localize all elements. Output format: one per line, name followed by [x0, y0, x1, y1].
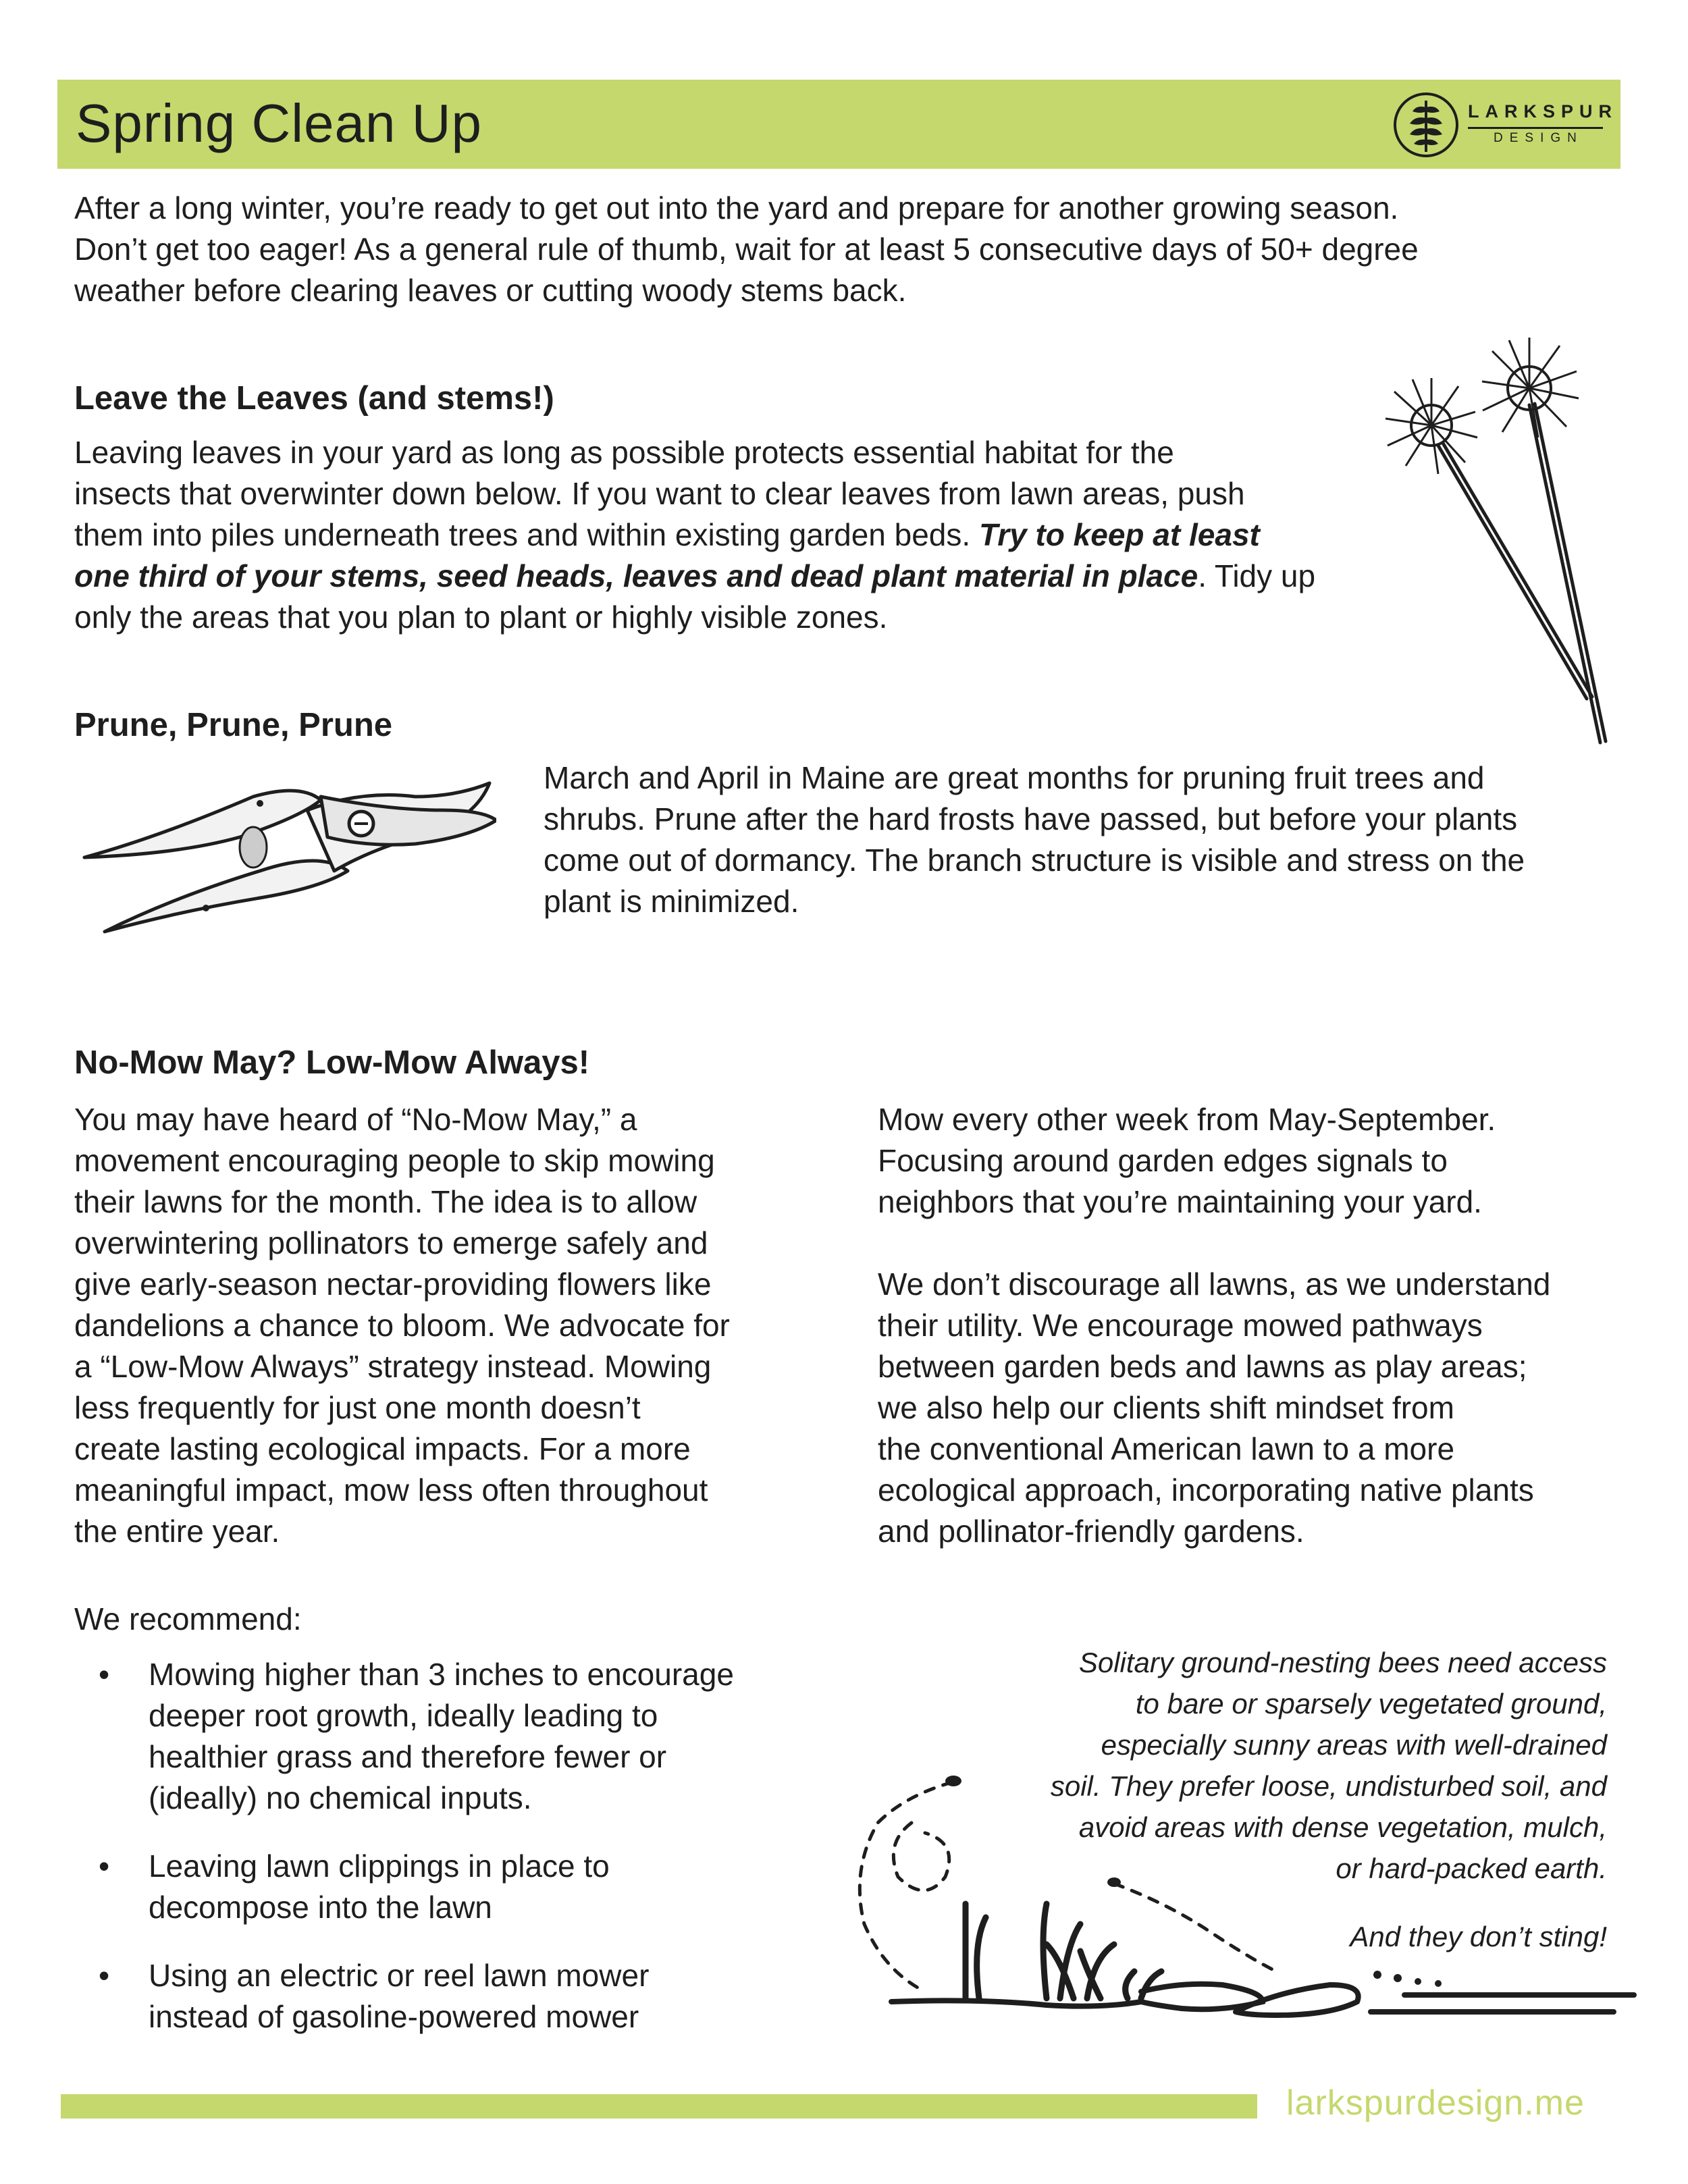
prune-line: March and April in Maine are great months for pruning fruit trees and: [544, 760, 1485, 795]
intro-paragraph: [74, 188, 1627, 311]
mow-left-paragraph: [74, 1099, 844, 1552]
mow-line: create lasting ecological impacts. For a more: [74, 1431, 691, 1466]
bee-note-line: especially sunny areas with well-drained: [1101, 1729, 1607, 1761]
list-item-line: deeper root growth, ideally leading to: [149, 1698, 658, 1733]
leaves-line: [74, 556, 1391, 597]
leaves-text: them into piles underneath trees and within existing garden beds.: [74, 517, 979, 552]
mow-line: dandelions a chance to bloom. We advocate for: [74, 1308, 730, 1343]
bee-note-line: or hard-packed earth.: [1336, 1853, 1607, 1884]
list-item-line: (ideally) no chemical inputs.: [149, 1780, 532, 1815]
bullet: •: [99, 1657, 110, 1692]
website-link[interactable]: larkspurdesign.me: [1286, 2083, 1585, 2123]
mow-line: we also help our clients shift mindset from: [878, 1390, 1454, 1425]
seed-head-flowers-illustration: [1364, 324, 1620, 756]
larkspur-logo-icon: [1392, 91, 1460, 159]
intro-line: After a long winter, you’re ready to get out into the yard and prepare for another growing season.: [74, 190, 1399, 225]
list-item-line: Mowing higher than 3 inches to encourage: [149, 1657, 734, 1692]
prune-line: come out of dormancy. The branch structure is visible and stress on the: [544, 843, 1525, 878]
mow-right-paragraph: [878, 1099, 1634, 1552]
leaves-emphasis: one third of your stems, seed heads, leaves and dead plant material in place: [74, 558, 1198, 593]
mow-line: and pollinator-friendly gardens.: [878, 1514, 1304, 1549]
mow-line: a “Low-Mow Always” strategy instead. Mowing: [74, 1349, 712, 1384]
bee-note-line: avoid areas with dense vegetation, mulch,: [1078, 1811, 1607, 1843]
bullet: •: [99, 1848, 110, 1884]
mow-line: meaningful impact, mow less often throughout: [74, 1472, 708, 1508]
bullet: •: [99, 1958, 110, 1993]
bee-note-closing: And they don’t sting!: [1350, 1921, 1607, 1952]
prune-heading: Prune, Prune, Prune: [74, 707, 393, 743]
mow-line: neighbors that you’re maintaining your yard.: [878, 1184, 1482, 1219]
mow-line: Mow every other week from May-September.: [878, 1102, 1496, 1137]
leaves-heading: Leave the Leaves (and stems!): [74, 380, 554, 417]
list-item-line: decompose into the lawn: [149, 1890, 492, 1925]
mow-line: We don’t discourage all lawns, as we understand: [878, 1267, 1551, 1302]
list-item-line: Using an electric or reel lawn mower: [149, 1958, 650, 1993]
logo-wordmark: LARKSPUR: [1468, 101, 1618, 122]
list-item-line: instead of gasoline-powered mower: [149, 1999, 639, 2034]
logo-subtitle: DESIGN: [1494, 131, 1583, 145]
prune-paragraph: [544, 757, 1624, 922]
larkspur-logo: [1392, 88, 1618, 162]
mow-line: overwintering pollinators to emerge safely and: [74, 1225, 708, 1260]
mow-line: between garden beds and lawns as play areas;: [878, 1349, 1527, 1384]
list-item: [74, 1654, 844, 1819]
bee-nesting-ground-illustration: [844, 1769, 1641, 2039]
list-item-line: healthier grass and therefore fewer or: [149, 1739, 667, 1774]
leaves-line: insects that overwinter down below. If you want to clear leaves from lawn areas, push: [74, 476, 1245, 511]
recommend-list: [74, 1654, 844, 2065]
leaves-line: [74, 514, 1391, 556]
mow-line: You may have heard of “No-Mow May,” a: [74, 1102, 637, 1137]
leaves-text: . Tidy up: [1198, 558, 1316, 593]
leaves-paragraph: [74, 432, 1391, 638]
prune-line: shrubs. Prune after the hard frosts have passed, but before your plants: [544, 801, 1518, 836]
bee-note-line: soil. They prefer loose, undisturbed soil, and: [1050, 1770, 1607, 1802]
mow-line: less frequently for just one month doesn’t: [74, 1390, 641, 1425]
page-title: Spring Clean Up: [76, 93, 482, 153]
mow-line: their lawns for the month. The idea is to allow: [74, 1184, 697, 1219]
mow-heading: No-Mow May? Low-Mow Always!: [74, 1044, 590, 1081]
footer-bar: [61, 2094, 1257, 2119]
mow-line: movement encouraging people to skip mowing: [74, 1143, 715, 1178]
bee-note-line: Solitary ground-nesting bees need access: [1078, 1647, 1607, 1678]
intro-line: Don’t get too eager! As a general rule of thumb, wait for at least 5 consecutive days of 50+ degree: [74, 232, 1419, 267]
prune-line: plant is minimized.: [544, 884, 799, 919]
mow-line: the conventional American lawn to a more: [878, 1431, 1455, 1466]
mow-line: Focusing around garden edges signals to: [878, 1143, 1448, 1178]
intro-line: weather before clearing leaves or cutting woody stems back.: [74, 273, 907, 308]
leaves-line: only the areas that you plan to plant or highly visible zones.: [74, 600, 888, 635]
leaves-line: Leaving leaves in your yard as long as possible protects essential habitat for the: [74, 435, 1174, 470]
mow-line: the entire year.: [74, 1514, 280, 1549]
list-item: [74, 1846, 844, 1928]
logo-divider: [1468, 127, 1603, 129]
paragraph-gap: [878, 1223, 1634, 1264]
recommend-label: We recommend:: [74, 1601, 302, 1636]
pruning-shears-illustration: [78, 770, 496, 945]
bee-note-line: to bare or sparsely vegetated ground,: [1135, 1688, 1607, 1720]
mow-line: give early-season nectar-providing flowers like: [74, 1267, 712, 1302]
list-item-line: Leaving lawn clippings in place to: [149, 1848, 610, 1884]
list-item: [74, 1955, 844, 2037]
mow-line: their utility. We encourage mowed pathways: [878, 1308, 1483, 1343]
leaves-emphasis: Try to keep at least: [978, 517, 1260, 552]
mow-line: ecological approach, incorporating native plants: [878, 1472, 1534, 1508]
